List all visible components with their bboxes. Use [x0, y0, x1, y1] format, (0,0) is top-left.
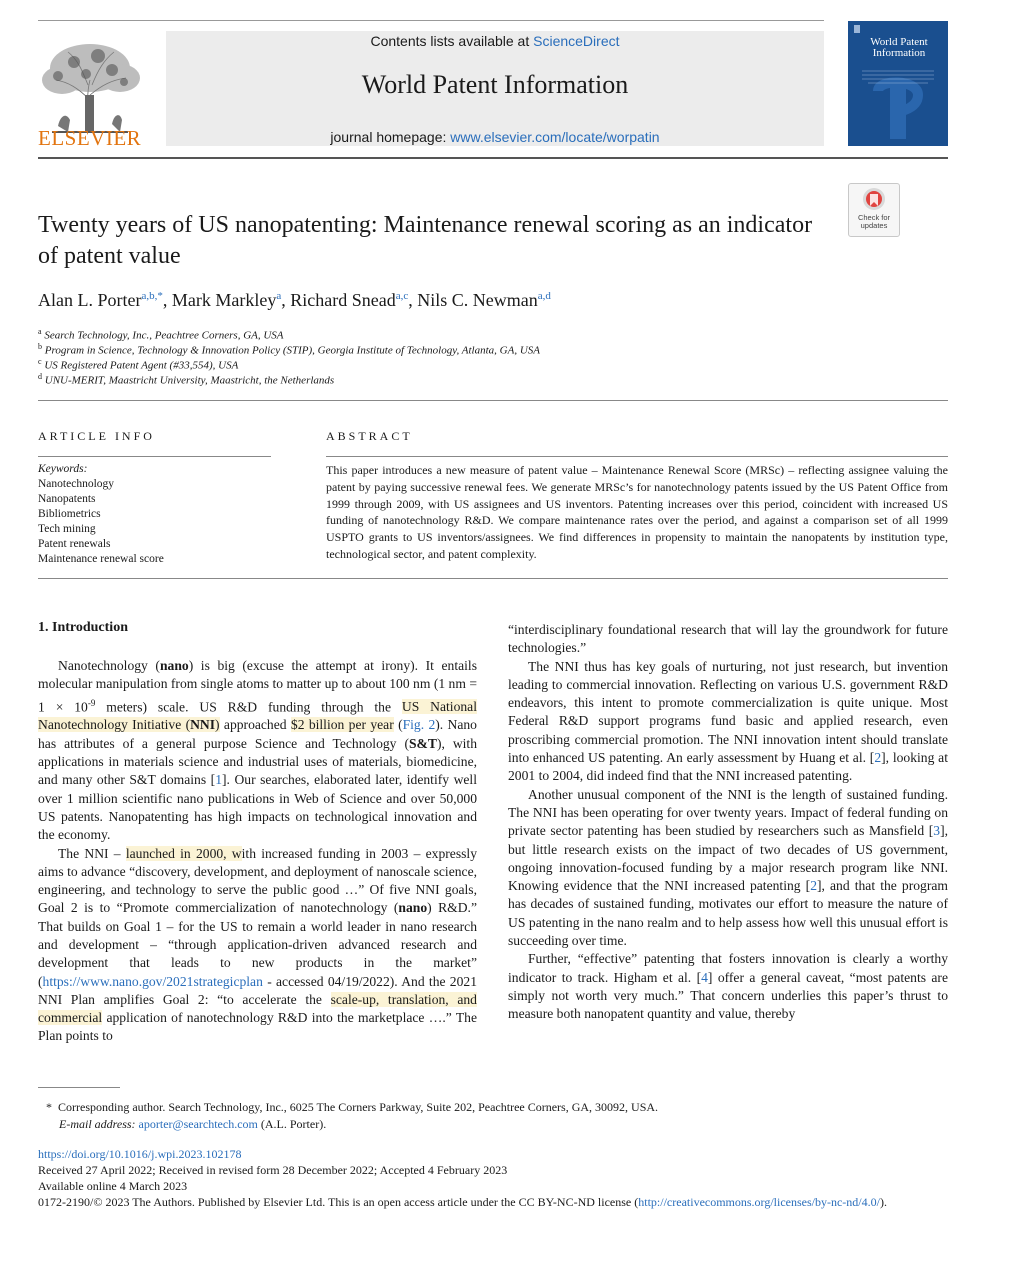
- affiliation-marker: c: [38, 357, 42, 366]
- paragraph: [508, 950, 948, 1023]
- affiliation-marker: b: [38, 342, 42, 351]
- abstract-bottom-rule: [38, 578, 948, 579]
- text-run: The NNI –: [58, 845, 126, 861]
- text-run: ) R&D.” That builds on Goal 1 – for the US to remain a world leader in nano research and development – “through application-driven advanced research and development that leads to new products in the market” (: [38, 900, 477, 989]
- corresponding-author-footnote: [46, 1099, 946, 1133]
- author-affiliation-marker[interactable]: a: [276, 290, 282, 302]
- citation-link[interactable]: 2: [810, 878, 817, 894]
- text-run: ), with applications in materials science and industrial uses of materials, biomedicine, and many other S&T domains [: [38, 735, 477, 788]
- license-line: [38, 1194, 948, 1210]
- paragraph: [38, 657, 477, 845]
- article-footer: [38, 1146, 948, 1210]
- author-name[interactable]: Richard Snead: [290, 290, 396, 310]
- author-affiliation-marker[interactable]: a,d: [537, 290, 551, 302]
- doi-link[interactable]: https://doi.org/10.1016/j.wpi.2023.102178: [38, 1147, 242, 1161]
- sciencedirect-link[interactable]: ScienceDirect: [533, 33, 620, 49]
- homepage-prefix: journal homepage:: [330, 129, 451, 145]
- bold-term: nano: [159, 658, 189, 673]
- text-run: ], and that the program has decades of sustained funding, motivates our effort to measure the nature of US patenting in the nano realm and to help assess how well this unusual effort is succeeding over time.: [508, 878, 948, 949]
- text-run: Nanotechnology (: [58, 658, 160, 673]
- keywords-list: [38, 462, 164, 567]
- abstract-rule: [326, 456, 948, 457]
- author-name[interactable]: Alan L. Porter: [38, 290, 142, 310]
- publisher-logo-text: ELSEVIER: [38, 126, 142, 150]
- footnote-rule: [38, 1087, 120, 1088]
- paragraph: [38, 845, 477, 1046]
- text-run: approached: [219, 717, 291, 733]
- text-run: Further, “effective” patenting that fosters innovation is clearly a worthy indicator to track. Higham et al. [: [508, 951, 948, 985]
- exponent: -9: [87, 697, 96, 708]
- affiliation-rule: [38, 400, 948, 401]
- text-run: ], but little research exists on the impact of two decades of US government, ongoing innovation-focused funding by a major research program like NNI. Knowing evidence that the NNI increased patenting [: [508, 823, 948, 894]
- text-run: (: [393, 717, 403, 733]
- paragraph: “interdisciplinary foundational research that will lay the groundwork for future technologies.”: [508, 622, 948, 656]
- text-run: ], looking at 2001 to 2004, did indeed find that the NNI increased patenting.: [508, 750, 948, 784]
- affiliation-text: Search Technology, Inc., Peachtree Corners, GA, USA: [44, 329, 284, 342]
- affiliation-text: Program in Science, Technology & Innovation Policy (STIP), Georgia Institute of Technology, Atlanta, GA, USA: [44, 344, 540, 357]
- email-label: E-mail address:: [59, 1117, 139, 1131]
- journal-name: World Patent Information: [361, 70, 629, 99]
- article-info-heading: ARTICLE INFO: [38, 429, 155, 443]
- journal-cover[interactable]: [848, 21, 948, 146]
- text-run: ]. Our searches, elaborated later, identify well over 1 million scientific nano publications in Web of Science and over 50,000 US patents. Nanopatenting has high impacts on technological innovation and the economy.: [38, 772, 477, 843]
- keywords-label: Keywords:: [38, 463, 88, 475]
- email-link[interactable]: aporter@searchtech.com: [138, 1117, 258, 1131]
- author-affiliation-marker[interactable]: a,c: [395, 290, 409, 302]
- citation-link[interactable]: 1: [215, 772, 222, 788]
- homepage-line: [166, 129, 824, 145]
- footnote-marker: *: [46, 1100, 52, 1114]
- check-for-updates-label: Check for updates: [857, 213, 891, 230]
- journal-homepage-link[interactable]: www.elsevier.com/locate/worpatin: [450, 129, 660, 145]
- license-suffix: ).: [879, 1195, 887, 1209]
- article-title: Twenty years of US nanopatenting: Maintenance renewal scoring as an indicator of patent value: [38, 212, 813, 269]
- author-name[interactable]: Mark Markley: [171, 290, 277, 310]
- abstract-heading: ABSTRACT: [326, 429, 413, 443]
- keyword-item: Patent renewals: [38, 538, 111, 550]
- text-run: ) is big (excuse the attempt at irony). It entails molecular manipulation from single atoms to matter up to about 100 nm (1 nm = 1 × 10: [38, 658, 478, 715]
- strategic-plan-link[interactable]: https://www.nano.gov/2021strategicplan: [42, 973, 263, 989]
- affiliation: [38, 327, 284, 342]
- keyword-item: Nanotechnology: [38, 478, 115, 490]
- citation-link[interactable]: 2: [874, 750, 882, 766]
- keyword-item: Bibliometrics: [38, 508, 101, 520]
- header-top-rule: [38, 20, 824, 21]
- bold-term: NNI: [190, 717, 216, 733]
- article-info-rule: [38, 456, 271, 457]
- highlight: US National Nanotechnology Initiative (: [38, 699, 477, 733]
- text-run: ] offer a general caveat, “most patents are simply not worth very much.” That concern underlies this paper’s thrust to measure both nanopatent quantity and value, thereby: [508, 969, 948, 1022]
- highlight: scale-up, translation, and commercial: [38, 991, 477, 1026]
- text-run: Another unusual component of the NNI is the length of sustained funding. The NNI has been operating for over twenty years. Impact of federal funding on private sector patenting has been studied by researchers such as Mansfield [: [508, 786, 948, 839]
- left-column: [38, 657, 477, 1046]
- text-run: application of nanotechnology R&D into the marketplace ….” The Plan points to: [38, 1010, 477, 1044]
- highlight: launched in 2000, w: [125, 845, 242, 861]
- contents-prefix: Contents lists available at: [370, 33, 534, 49]
- affiliation: [38, 372, 334, 387]
- abstract-text: This paper introduces a new measure of patent value – Maintenance Renewal Score (MRSc) – reflecting assignee valuing the patent by paying successive renewal fees. We generate MRSc’s for nanotechnology patents issued by the US Patent Office from 1999 through 2009, with US assignees and US inventors. Patenting increases over this period, coincident with increased US funding of nanotechnology R&D. We compare maintenance rates over the period, and against a comparison set of all 1999 USPTO grants to US inventors/assignees. We find differences in propensity to maintain the nanopatents by institution type, technological sector, and patent complexity.: [326, 463, 948, 561]
- text-run: ). Nano has attributes of a general purpose Science and Technology (: [38, 717, 477, 751]
- check-for-updates-button[interactable]: [848, 183, 900, 237]
- highlight: ): [215, 717, 220, 733]
- footnote-text: Corresponding author. Search Technology, Inc., 6025 The Corners Parkway, Suite 202, Peachtree Corners, GA, 30092, USA.: [58, 1100, 659, 1114]
- available-online: Available online 4 March 2023: [38, 1179, 188, 1193]
- citation-link[interactable]: 3: [933, 823, 941, 839]
- header-rule: [38, 157, 948, 159]
- affiliation-text: US Registered Patent Agent (#33,554), USA: [44, 359, 239, 372]
- cover-title: World Patent Information: [870, 36, 928, 59]
- text-run: - accessed 04/19/2022). And the 2021 NNI Plan amplifies Goal 2: “to accelerate the: [38, 973, 477, 1007]
- affiliation: [38, 342, 540, 357]
- affiliation-marker: d: [38, 372, 42, 381]
- highlight: $2 billion per year: [290, 717, 394, 733]
- author-name[interactable]: Nils C. Newman: [417, 290, 538, 310]
- affiliation-marker: a: [38, 327, 42, 336]
- email-suffix: (A.L. Porter).: [257, 1117, 327, 1131]
- license-link[interactable]: http://creativecommons.org/licenses/by-nc-nd/4.0/: [638, 1195, 880, 1209]
- affiliation: [38, 357, 238, 372]
- affiliation-text: UNU-MERIT, Maastricht University, Maastricht, the Netherlands: [44, 374, 335, 387]
- bold-term: nano: [398, 900, 428, 916]
- bold-term: S&T: [408, 735, 437, 751]
- keyword-item: Nanopatents: [38, 493, 96, 505]
- license-text: 0172-2190/© 2023 The Authors. Published by Elsevier Ltd. This is an open access article under the CC BY-NC-ND license (: [38, 1195, 639, 1209]
- citation-link[interactable]: 4: [701, 969, 708, 985]
- contents-line: [166, 33, 824, 49]
- keyword-item: Maintenance renewal score: [38, 553, 164, 565]
- text-run: meters) scale. US R&D funding through the: [95, 699, 402, 715]
- author-affiliation-marker[interactable]: a,b,*: [141, 290, 163, 302]
- text-run: ith increased funding in 2003 – expressly aims to advance “discovery, development, and deployment of nanoscale science, engineering, and technology to serve the public good …” Of five NNI goals, Goal 2 is to “Promote commercialization of nanotechnology (: [38, 845, 477, 916]
- bookmark-badge-icon: [862, 187, 886, 213]
- section-heading: 1. Introduction: [38, 620, 128, 635]
- paragraph: [508, 658, 948, 786]
- text-run: The NNI thus has key goals of nurturing, not just research, but invention leading to commercial innovation. Reflecting on various U.S. government R&D endeavors, this intent to promote commercialization is quite unique. Most Federal R&D support programs fund basic and applied research, even proscribing commercial promotion. The NNI innovation intent should translate into enhanced US patenting. An early assessment by Huang et al. [: [508, 658, 948, 766]
- author-list: Alan L. Porter$^{a,b,*}$, Mark Markley$^a$, Richard Snead$^{a,c}$, Nils C. Newman$^{a,d}$: [38, 290, 551, 310]
- paragraph: [508, 786, 948, 951]
- received-dates: Received 27 April 2022; Received in revised form 28 December 2022; Accepted 4 February 2023: [38, 1163, 508, 1177]
- figure-link[interactable]: Fig. 2: [402, 717, 436, 733]
- keyword-item: Tech mining: [38, 523, 96, 535]
- right-column: [508, 621, 948, 1024]
